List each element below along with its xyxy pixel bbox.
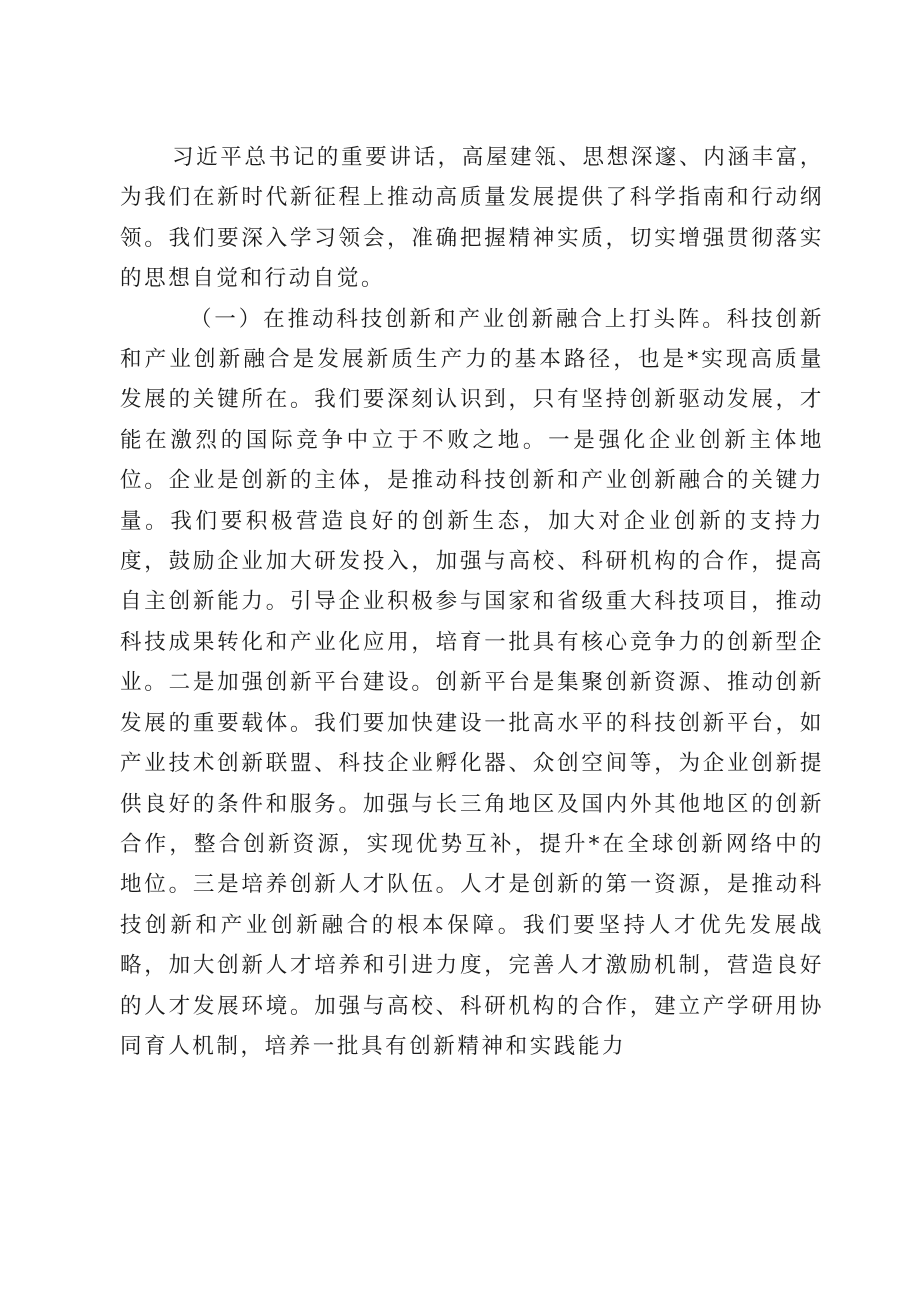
document-body: [120, 138, 824, 1248]
paragraph-section-one: （一）在推动科技创新和产业创新融合上打头阵。科技创新和产业创新融合是发展新质生产力的基本路径，也是*实现高质量发展的关键所在。我们要深刻认识到，只有坚持创新驱动发展，才能在激烈的国际竞争中立于不败之地。一是强化企业创新主体地位。企业是创新的主体，是推动科技创新和产业创新融合的关键力量。我们要积极营造良好的创新生态，加大对企业创新的支持力度，鼓励企业加大研发投入，加强与高校、科研机构的合作，提高自主创新能力。引导企业积极参与国家和省级重大科技项目，推动科技成果转化和产业化应用，培育一批具有核心竞争力的创新型企业。二是加强创新平台建设。创新平台是集聚创新资源、推动创新发展的重要载体。我们要加快建设一批高水平的科技创新平台，如产业技术创新联盟、科技企业孵化器、众创空间等，为企业创新提供良好的条件和服务。加强与长三角地区及国内外其他地区的创新合作，整合创新资源，实现优势互补，提升*在全球创新网络中的地位。三是培养创新人才队伍。人才是创新的第一资源，是推动科技创新和产业创新融合的根本保障。我们要坚持人才优先发展战略，加大创新人才培养和引进力度，完善人才激励机制，营造良好的人才发展环境。加强与高校、科研机构的合作，建立产学研用协同育人机制，培养一批具有创新精神和实践能力: [120, 306, 824, 1059]
paragraph-intro: 习近平总书记的重要讲话，高屋建瓴、思想深邃、内涵丰富，为我们在新时代新征程上推动高质量发展提供了科学指南和行动纲领。我们要深入学习领会，准确把握精神实质，切实增强贯彻落实的思想自觉和行动自觉。: [120, 145, 824, 292]
